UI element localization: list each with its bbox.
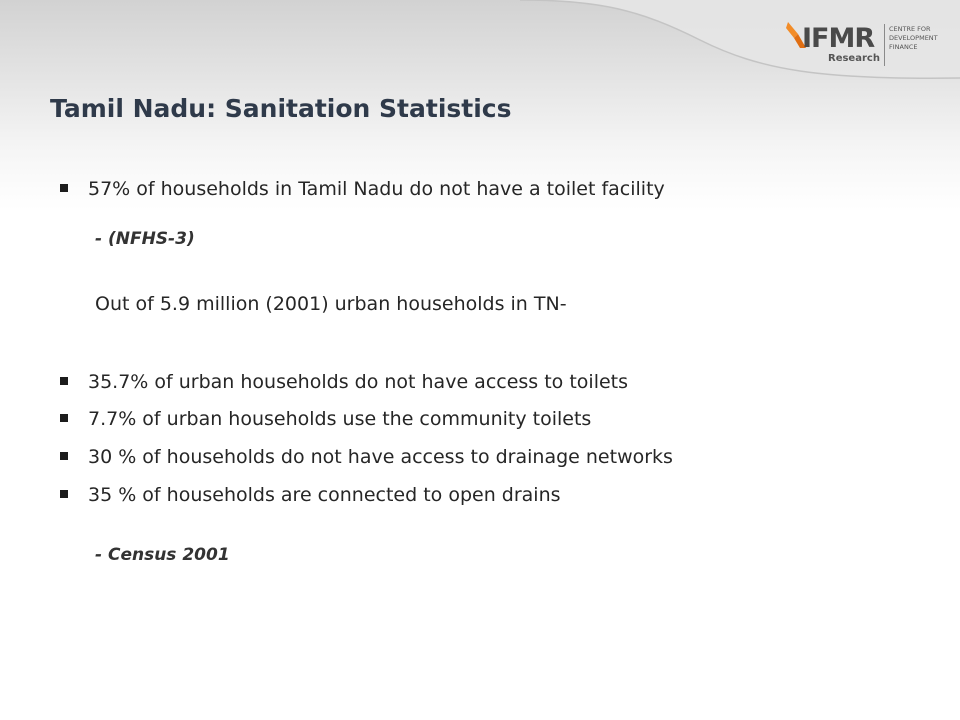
logo-research-label: Research xyxy=(828,53,880,64)
slide-title: Tamil Nadu: Sanitation Statistics xyxy=(50,94,512,123)
logo-tagline xyxy=(889,25,945,52)
bullet-item xyxy=(60,371,628,393)
logo-tagline-line: CENTRE FOR xyxy=(889,25,931,33)
bullet-item xyxy=(60,408,591,430)
bullet-square-icon xyxy=(60,377,68,385)
logo-wordmark: IFMR xyxy=(802,23,875,54)
ifmr-logo xyxy=(784,16,944,72)
bullet-square-icon xyxy=(60,414,68,422)
source-citation: - (NFHS-3) xyxy=(95,229,195,249)
logo-divider xyxy=(884,24,885,66)
bullet-text: 35 % of households are connected to open drains xyxy=(88,484,561,506)
logo-tagline-line: FINANCE xyxy=(889,43,918,51)
bullet-item xyxy=(60,484,561,506)
bullet-text: 30 % of households do not have access to drainage networks xyxy=(88,446,673,468)
bullet-item xyxy=(60,178,665,200)
intro-text: Out of 5.9 million (2001) urban households in TN- xyxy=(95,293,567,315)
source-citation: - Census 2001 xyxy=(95,545,230,565)
bullet-text: 57% of households in Tamil Nadu do not have a toilet facility xyxy=(88,178,665,200)
bullet-square-icon xyxy=(60,490,68,498)
bullet-text: 7.7% of urban households use the community toilets xyxy=(88,408,592,430)
bullet-square-icon xyxy=(60,184,68,192)
bullet-square-icon xyxy=(60,452,68,460)
bullet-text: 35.7% of urban households do not have access to toilets xyxy=(88,371,629,393)
logo-tagline-line: DEVELOPMENT xyxy=(889,34,938,42)
bullet-item xyxy=(60,446,673,468)
